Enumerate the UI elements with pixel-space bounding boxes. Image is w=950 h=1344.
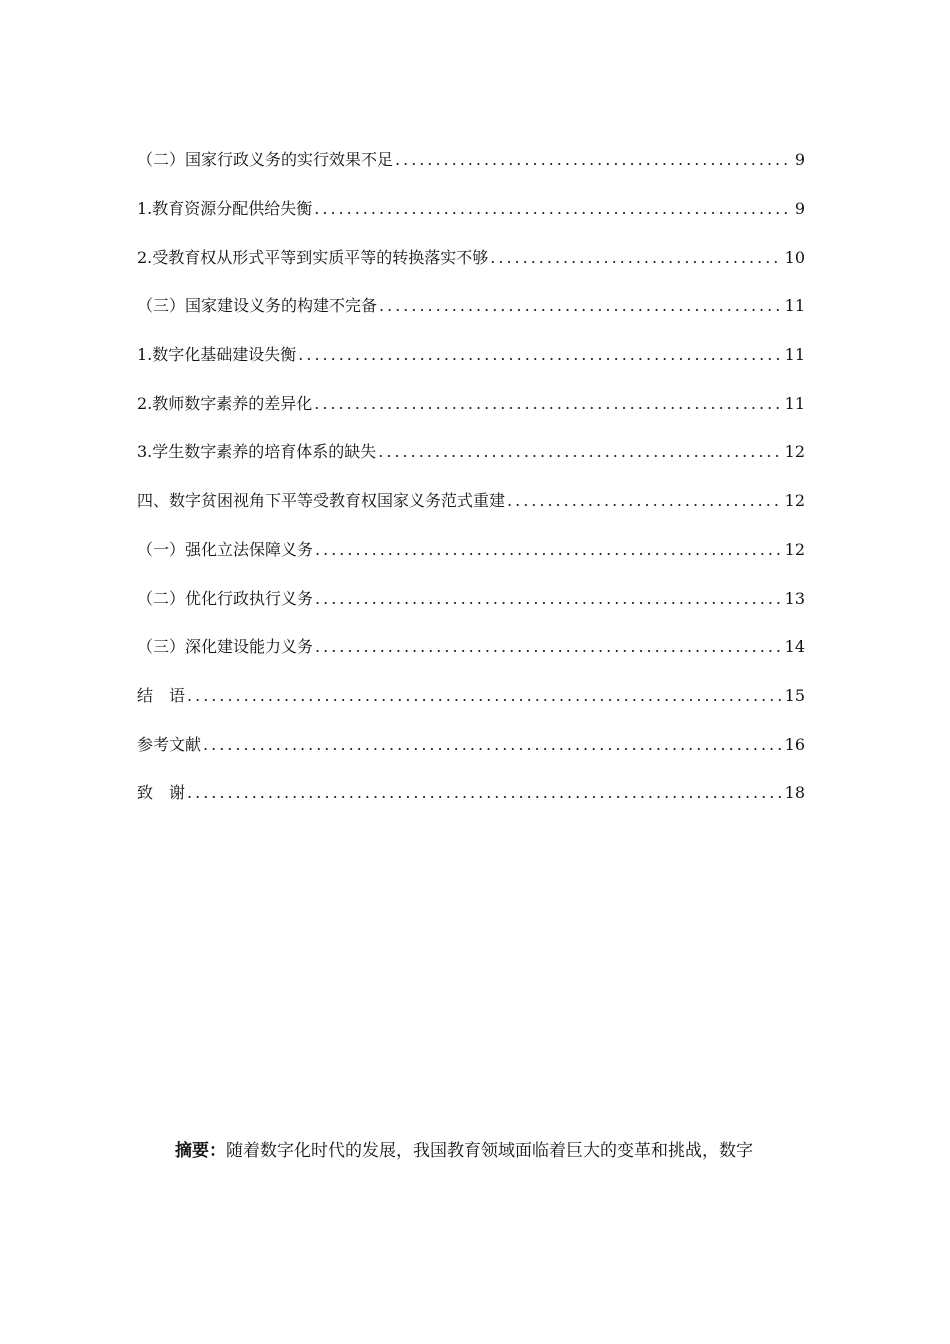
toc-entry-page: 11	[784, 393, 805, 413]
toc-leader-dots	[298, 347, 782, 363]
toc-entry-title: （三）深化建设能力义务	[137, 637, 314, 657]
toc-entry-page: 11	[784, 345, 805, 365]
toc-entry	[137, 672, 805, 721]
toc-leader-dots	[315, 591, 783, 607]
toc-entry-title: （二）优化行政执行义务	[137, 588, 314, 608]
toc-leader-dots	[203, 737, 783, 753]
toc-entry	[137, 379, 805, 428]
abstract-label: 摘要：	[175, 1141, 226, 1161]
toc-entry-page: 10	[784, 247, 805, 267]
toc-entry-page: 16	[784, 734, 805, 754]
toc-entry-page: 11	[784, 296, 805, 316]
abstract-text: 随着数字化时代的发展，我国教育领域面临着巨大的变革和挑战，数字	[226, 1141, 753, 1161]
toc-leader-dots	[314, 396, 782, 412]
table-of-contents	[137, 136, 805, 818]
abstract-paragraph	[175, 1140, 835, 1164]
toc-entry-page: 12	[784, 539, 805, 559]
toc-entry	[137, 428, 805, 477]
toc-leader-dots	[315, 639, 783, 655]
toc-entry-title: 2.受教育权从形式平等到实质平等的转换落实不够	[137, 247, 489, 267]
toc-entry	[137, 136, 805, 185]
toc-entry	[137, 720, 805, 769]
toc-entry-title: （二）国家行政义务的实行效果不足	[137, 150, 394, 170]
toc-leader-dots	[187, 688, 783, 704]
toc-entry-title: 结 语	[137, 685, 186, 705]
toc-entry-page: 15	[784, 685, 805, 705]
toc-entry	[137, 282, 805, 331]
toc-entry-title: （三）国家建设义务的构建不完备	[137, 296, 378, 316]
toc-entry-page: 9	[794, 150, 805, 170]
toc-entry-page: 13	[784, 588, 805, 608]
toc-leader-dots	[379, 298, 783, 314]
toc-leader-dots	[378, 444, 782, 460]
toc-entry-title: 2.教师数字素养的差异化	[137, 393, 313, 413]
toc-entry	[137, 477, 805, 526]
toc-entry-title: 1.数字化基础建设失衡	[137, 345, 297, 365]
toc-entry-title: 四、数字贫困视角下平等受教育权国家义务范式重建	[137, 491, 506, 511]
toc-entry	[137, 185, 805, 234]
toc-entry	[137, 574, 805, 623]
toc-entry-title: 致 谢	[137, 783, 186, 803]
toc-entry-title: 3.学生数字素养的培育体系的缺失	[137, 442, 377, 462]
toc-leader-dots	[490, 250, 782, 266]
toc-leader-dots	[507, 493, 783, 509]
toc-entry-page: 12	[784, 442, 805, 462]
toc-entry	[137, 769, 805, 818]
toc-leader-dots	[315, 542, 783, 558]
toc-entry	[137, 331, 805, 380]
toc-entry-page: 18	[784, 783, 805, 803]
toc-leader-dots	[187, 785, 783, 801]
toc-entry-page: 9	[794, 199, 805, 219]
toc-entry-title: 1.教育资源分配供给失衡	[137, 199, 313, 219]
toc-entry	[137, 623, 805, 672]
toc-entry-title: （一）强化立法保障义务	[137, 539, 314, 559]
toc-entry	[137, 233, 805, 282]
toc-entry	[137, 526, 805, 575]
toc-leader-dots	[395, 152, 793, 168]
toc-leader-dots	[314, 201, 793, 217]
toc-entry-page: 12	[784, 491, 805, 511]
toc-entry-title: 参考文献	[137, 734, 202, 754]
toc-entry-page: 14	[784, 637, 805, 657]
